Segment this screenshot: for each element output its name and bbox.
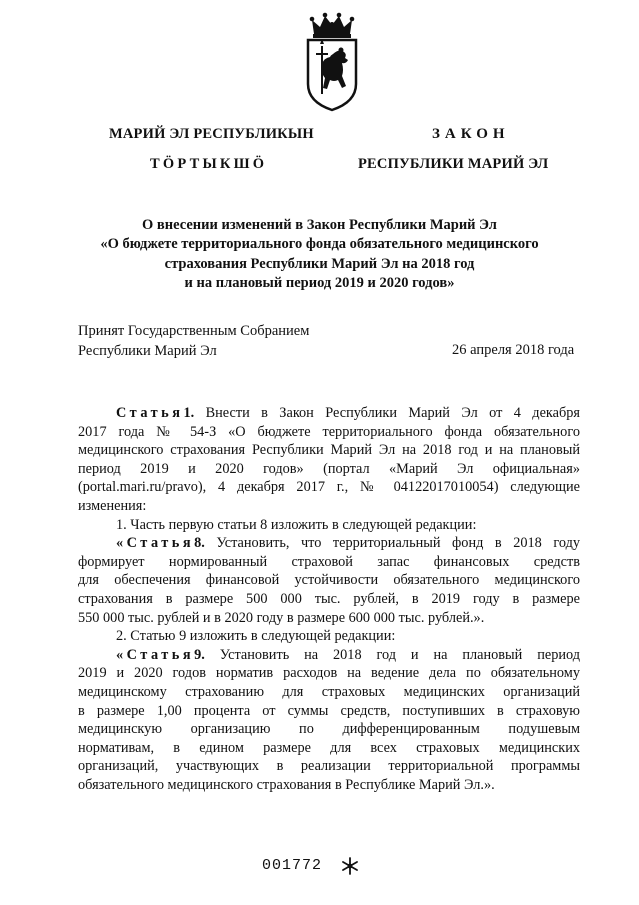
article-9-line — [78, 646, 580, 665]
title-line: О внесении изменений в Закон Республики Марий Эл — [142, 217, 497, 233]
header-right-line2: РЕСПУБЛИКИ МАРИЙ ЭЛ — [358, 156, 549, 172]
title-line: «О бюджете территориального фонда обязательного медицинского — [100, 236, 539, 253]
article-8-line: формирует нормированный страховой запас финансовых средств — [78, 553, 580, 570]
adoption-line: Принят Государственным Собранием — [78, 323, 310, 339]
article-8-line: для обеспечения финансовой устойчивости обязательного медицинского — [78, 572, 580, 589]
article-9-line: в размере 1,00 процента от суммы средств, поступивших в страховую — [78, 702, 580, 719]
article-number: 1. — [183, 405, 195, 421]
title-line: и на плановый период 2019 и 2020 годов» — [184, 274, 455, 291]
article-9-line: медицинскому страхованию для страховых медицинских организаций — [78, 683, 580, 700]
article-1-line: (portal.mari.ru/pravo), 4 декабря 2017 г., № 04122017010054) следующие — [78, 479, 580, 496]
article-8-line — [78, 534, 580, 553]
amendment-item-1: 1. Часть первую статьи 8 изложить в следующей редакции: — [116, 516, 477, 533]
article-label: «Статья — [116, 535, 195, 552]
article-9-line: медицинскую организацию по дифференцированным подушевым — [78, 721, 580, 738]
article-9-line: организаций, участвующих в реализации территориальной программы — [78, 758, 580, 775]
article-8-line: 550 000 тыс. рублей и в 2020 году в размере 600 000 тыс. рублей.». — [78, 609, 485, 626]
adoption-line: Республики Марий Эл — [78, 342, 217, 359]
document-body — [78, 404, 580, 794]
coat-of-arms-icon — [300, 12, 364, 114]
article-text: Установить, что территориальный фонд в 2018 году — [216, 535, 580, 552]
header-right-line1: ЗАКОН — [432, 126, 510, 142]
article-number: 8. — [194, 535, 205, 552]
header-left-line1: МАРИЙ ЭЛ РЕСПУБЛИКЫН — [109, 126, 314, 142]
article-9-line: 2019 и 2020 годов норматив расходов на ведение дела по обязательному — [78, 665, 580, 682]
article-1-line: медицинского страхования Республики Марий Эл на 2018 год и на плановый — [78, 442, 580, 459]
article-9-line: нормативам, в едином размере для всех страховых медицинских — [78, 739, 580, 756]
title-line: страхования Республики Марий Эл на 2018 год — [164, 255, 475, 272]
adoption-date: 26 апреля 2018 года — [452, 341, 575, 358]
article-1-line: изменения: — [78, 497, 147, 514]
serial-number: 001772 — [262, 857, 323, 874]
article-8-line: страхования в размере 500 000 тыс. рублей, в 2019 году в размере — [78, 590, 580, 607]
amendment-item-2: 2. Статью 9 изложить в следующей редакции: — [116, 628, 396, 645]
article-text: Внести в Закон Республики Марий Эл от 4 декабря — [205, 405, 580, 421]
article-text: Установить на 2018 год и на плановый период — [219, 646, 580, 663]
adoption-note — [78, 322, 309, 361]
article-9-line: обязательного медицинского страхования в Республике Марий Эл.». — [78, 776, 495, 793]
article-1-line: период 2019 и 2020 годов» (портал «Марий Эл официальная» — [78, 460, 580, 477]
article-number: 9. — [194, 646, 205, 663]
document-title — [60, 216, 579, 293]
article-1-line — [78, 404, 580, 423]
snowflake-icon — [341, 857, 359, 875]
article-label: «Статья — [116, 646, 195, 663]
header-left-line2: ТӦРТЫКШӦ — [150, 156, 268, 172]
article-1-line: 2017 года № 54-З «О бюджете территориального фонда обязательного — [78, 423, 580, 440]
article-label: Статья — [116, 405, 184, 421]
